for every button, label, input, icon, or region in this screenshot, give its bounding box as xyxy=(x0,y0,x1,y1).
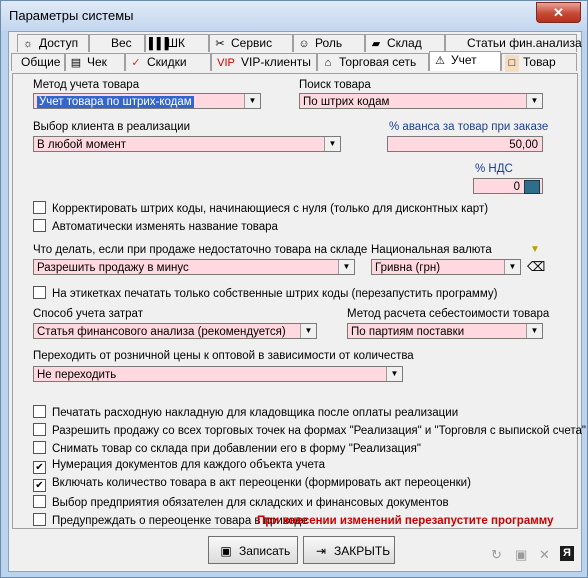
exit-door-icon: ⇥ xyxy=(315,544,327,558)
chevron-down-icon: ▼ xyxy=(244,94,260,108)
checkmark-icon: ✔ xyxy=(33,479,46,492)
checkbox-box xyxy=(33,423,46,436)
checkbox-warn-revaluation[interactable]: Предупреждать о переоценке товара в приходе xyxy=(33,513,308,527)
save-icon[interactable]: ▣ xyxy=(515,547,528,562)
search-label: Поиск товара xyxy=(299,79,371,91)
checkbox-own-barcodes[interactable]: На этикетках печатать только собственные штрих коды (перезапустить программу) xyxy=(33,286,497,300)
chevron-down-icon: ▼ xyxy=(386,367,402,381)
shortage-select[interactable]: Разрешить продажу в минус ▼ xyxy=(33,259,355,275)
eraser-icon[interactable]: ⌫ xyxy=(527,259,546,274)
window-title: Параметры системы xyxy=(9,8,134,23)
currency-select[interactable]: Гривна (грн) ▼ xyxy=(371,259,521,275)
method-select[interactable]: Учет товара по штрих-кодам ▼ xyxy=(33,93,261,109)
tab-receipt[interactable]: ▤ Чек xyxy=(65,53,125,71)
chevron-down-icon: ▼ xyxy=(504,260,520,274)
discount-icon: ✓ xyxy=(131,57,141,69)
tab-discounts[interactable]: ✓ Скидки xyxy=(125,53,211,71)
warehouse-icon: ▰ xyxy=(371,38,381,50)
chevron-down-icon: ▼ xyxy=(300,324,316,338)
checkbox-box xyxy=(33,513,46,526)
checkbox-remove-from-stock[interactable]: Снимать товар со склада при добавлении его в форму "Реализация" xyxy=(33,441,421,455)
chevron-down-icon: ▼ xyxy=(324,137,340,151)
wholesale-label: Переходить от розничной цены к оптовой в зависимости от количества xyxy=(33,350,414,362)
close-button[interactable]: ⇥ ЗАКРЫТЬ xyxy=(303,536,395,564)
vip-icon: VIP xyxy=(217,57,235,69)
costmethod-label: Метод расчета себестоимости товара xyxy=(347,308,550,320)
checkbox-sell-all-points[interactable]: Разрешить продажу со всех торговых точек на формах "Реализация" и "Торговля с выпиской счета" xyxy=(33,423,586,437)
checkbox-revaluation-qty[interactable]: ✔ Включать количество товара в акт переоценки (формировать акт переоценки) xyxy=(33,477,471,492)
tab-warehouse[interactable]: ▰ Склад xyxy=(365,34,445,52)
checkbox-correct-barcodes[interactable]: Корректировать штрих коды, начинающиеся с нуля (только для дисконтных карт) xyxy=(33,201,488,215)
checkbox-company-required[interactable]: Выбор предприятия обязателен для складских и финансовых документов xyxy=(33,495,449,509)
client-label: Выбор клиента в реализации xyxy=(33,121,191,133)
chevron-down-icon: ▼ xyxy=(338,260,354,274)
close-icon[interactable]: ✕ xyxy=(539,547,550,562)
checkbox-box xyxy=(33,286,46,299)
save-button[interactable]: ▣ Записать xyxy=(208,536,298,564)
tab-finance-items[interactable]: Статьи фин.анализа xyxy=(445,34,577,52)
filter-icon[interactable]: ▼ xyxy=(530,244,540,255)
refresh-icon[interactable]: ↻ xyxy=(491,547,502,562)
restart-warning: При внесении изменений перезапустите программу xyxy=(257,515,554,527)
method-label: Метод учета товара xyxy=(33,79,140,91)
advance-label: % аванса за товар при заказе xyxy=(389,121,549,133)
warning-icon: ⚠ xyxy=(435,55,445,67)
vat-input[interactable]: 0 xyxy=(473,178,543,194)
tab-weight[interactable]: Вес xyxy=(89,34,145,52)
checkbox-auto-rename[interactable]: Автоматически изменять название товара xyxy=(33,219,278,233)
tab-access[interactable]: ☼ Доступ xyxy=(17,34,89,52)
scissors-icon: ✂ xyxy=(215,38,225,50)
costmethod-select[interactable]: По партиям поставки ▼ xyxy=(347,323,543,339)
bulb-icon: ☼ xyxy=(22,38,34,50)
tab-general[interactable]: Общие xyxy=(11,53,65,71)
tab-accounting[interactable]: ⚠ Учет xyxy=(429,51,501,71)
checkbox-box xyxy=(33,219,46,232)
shortage-label: Что делать, если при продаже недостаточно товара на складе xyxy=(33,244,368,256)
chevron-down-icon: ▼ xyxy=(526,324,542,338)
tab-barcode[interactable]: ▌▌▌ШК xyxy=(145,34,209,52)
tab-retail-network[interactable]: ⌂ Торговая сеть xyxy=(317,53,429,71)
costs-select[interactable]: Статья финансового анализа (рекомендуется) ▼ xyxy=(33,323,317,339)
search-select[interactable]: По штрих кодам ▼ xyxy=(299,93,543,109)
window-client-area xyxy=(8,31,587,572)
tab-service[interactable]: ✂ Сервис xyxy=(209,34,293,52)
advance-input[interactable]: 50,00 xyxy=(387,136,543,152)
checkbox-box xyxy=(33,405,46,418)
tab-goods[interactable]: □ Товар xyxy=(501,53,577,71)
receipt-icon: ▤ xyxy=(70,57,82,69)
tab-role[interactable]: ☺ Роль xyxy=(293,34,365,52)
title-bar xyxy=(1,1,587,31)
network-icon: ⌂ xyxy=(324,57,332,69)
barcode-icon: ▌▌▌ xyxy=(149,38,173,50)
checkbox-print-invoice[interactable]: Печатать расходную накладную для кладовщика после оплаты реализации xyxy=(33,405,458,419)
close-window-button[interactable]: ✕ xyxy=(536,2,581,23)
chevron-down-icon: ▼ xyxy=(526,94,542,108)
calculator-icon[interactable] xyxy=(524,180,540,194)
checkmark-icon: ✔ xyxy=(33,461,46,474)
checkbox-doc-numbering[interactable]: ✔ Нумерация документов для каждого объекта учета xyxy=(33,459,325,474)
vat-label: % НДС xyxy=(475,163,513,175)
checkbox-box xyxy=(33,495,46,508)
accounting-panel xyxy=(12,73,587,529)
user-icon: ☺ xyxy=(298,38,310,50)
client-select[interactable]: В любой момент ▼ xyxy=(33,136,341,152)
checkbox-box xyxy=(33,201,46,214)
wholesale-select[interactable]: Не переходить ▼ xyxy=(33,366,403,382)
save-disk-icon: ▣ xyxy=(220,544,232,558)
costs-label: Способ учета затрат xyxy=(33,308,143,320)
tab-vip-clients[interactable]: VIP VIP-клиенты xyxy=(211,53,317,71)
currency-label: Национальная валюта xyxy=(371,244,492,256)
goods-icon: □ xyxy=(505,55,519,72)
checkbox-box xyxy=(33,441,46,454)
language-indicator[interactable]: Я xyxy=(560,546,574,561)
